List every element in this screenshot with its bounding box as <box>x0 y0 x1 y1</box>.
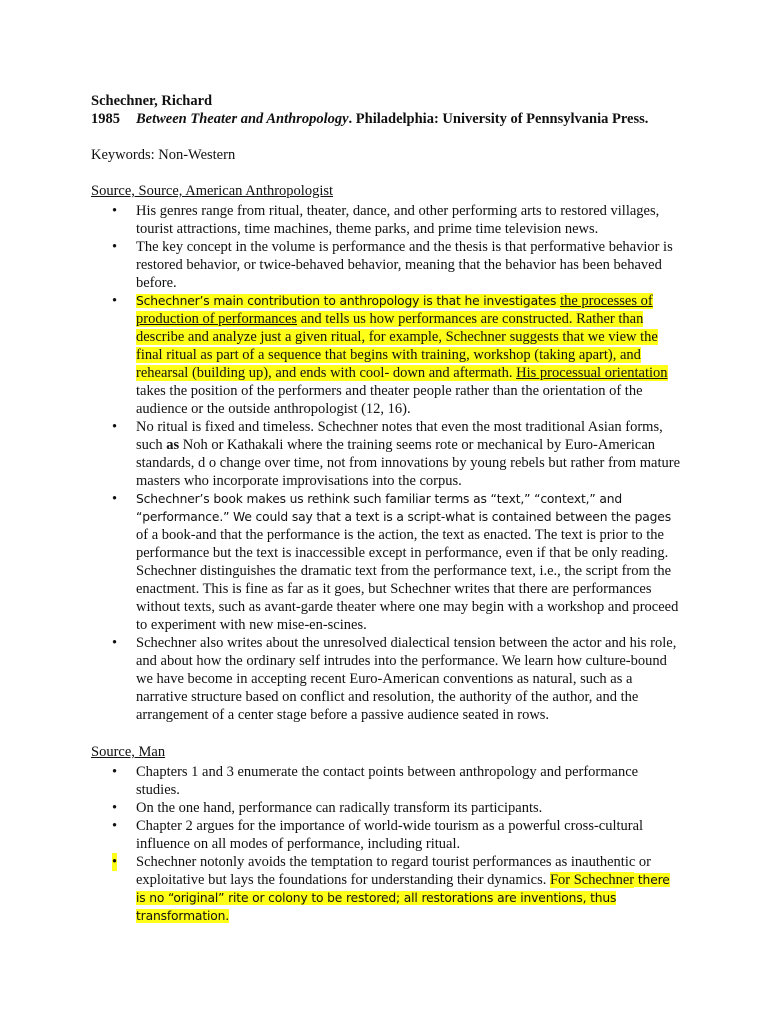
list-item <box>91 418 681 490</box>
bullet-icon: • <box>112 293 118 309</box>
list-item-text: Noh or Kathakali where the training seems rote or mechanical by Euro-American standards, d o change over time, not from innovations by young rebels but rather from mature masters who incorporate improvisations into the corpus. <box>136 437 681 489</box>
underlined-highlighted-text: the processes of production of performances <box>136 293 653 327</box>
bullet-icon: • <box>112 635 118 651</box>
section-aa-list <box>91 202 681 724</box>
bullet-icon: • <box>112 854 118 870</box>
highlighted-text: and tells us how performances are constructed. <box>297 311 573 327</box>
list-item-text: takes the position of the performers and theater people rather than the orientation of the audience or the outside anthropologist (12, 16). <box>136 383 643 417</box>
list-item-text: The key concept in the volume is performance and the thesis is that performative behavior is restored behavior, or twice-behaved behavior, meaning that the behavior has been behaved before. <box>136 239 673 291</box>
list-item-text: Chapters 1 and 3 enumerate the contact points between anthropology and performance studies. <box>136 764 639 798</box>
highlighted-text: For Schechner <box>549 872 635 888</box>
bold-word: as <box>166 437 180 453</box>
bullet-icon: • <box>112 764 118 780</box>
author-name: Schechner, Richard <box>91 93 213 109</box>
list-item-text: Schechner notonly avoids the temptation to regard tourist performances as inauthentic or exploitative but lays the foundations for understanding their dynamics. <box>136 854 651 888</box>
list-item <box>91 817 681 853</box>
list-item-text: of a book-and that the performance is the action, the text as enacted. The text is prior to the performance but the text is inaccessible except in performance, even if that be only reading. Schechner distinguishes the dramatic text from the performance text, i.e., the script from the enactment. This is fine as far as it goes, but Schechner writes that there are performances without texts, such as avant-garde theater where one may begin with a workshop and proceed to experiment with new mise-en-scines. <box>136 527 679 633</box>
list-item <box>91 490 681 634</box>
citation-year: 1985 <box>91 111 120 127</box>
bullet-icon: • <box>112 203 118 219</box>
list-item-text: On the one hand, performance can radically transform its participants. <box>136 800 543 816</box>
list-item <box>91 763 681 799</box>
highlighted-text: Schechner’s main contribution to anthropology is that he investigates <box>136 294 561 308</box>
list-item <box>91 292 681 418</box>
list-item-text: Schechner also writes about the unresolved dialectical tension between the actor and his role, and about how the ordinary self intrudes into the performance. We learn how culture-bound we have become in accepting recent Euro-American conventions as natural, such as a narrative structure based on conflict and resolution, the authority of the author, and the arrangement of a center stage before a passive audience seated in rows. <box>136 635 677 723</box>
keywords-line: Keywords: Non-Western <box>91 147 236 163</box>
bullet-icon: • <box>112 239 118 255</box>
section-heading-man: Source, Man <box>91 744 166 760</box>
list-item <box>91 238 681 292</box>
list-item-text: Schechner’s book makes us rethink such familiar terms as “text,” “context,” and “performance.” We could say that a text is a script-what is contained between the pages <box>136 492 671 524</box>
list-item <box>91 634 681 724</box>
citation-line <box>91 110 648 128</box>
list-item-text: Chapter 2 argues for the importance of world-wide tourism as a powerful cross-cultural influence on all modes of performance, including ritual. <box>136 818 644 852</box>
bullet-icon: • <box>112 491 118 507</box>
section-man-list <box>91 763 681 925</box>
bullet-icon: • <box>112 800 118 816</box>
underlined-highlighted-text: His processual orientation <box>516 365 668 381</box>
list-item <box>91 799 681 817</box>
list-item <box>91 853 681 925</box>
bullet-icon: • <box>112 818 118 834</box>
bullet-icon: • <box>112 419 118 435</box>
list-item-text: His genres range from ritual, theater, dance, and other performing arts to restored villages, tourist attractions, time machines, theme parks, and prime time television news. <box>136 203 660 237</box>
list-item-text: No ritual is fixed and timeless. Schechner notes that even the most traditional Asian forms, such <box>136 419 663 453</box>
highlighted-text: Rather than describe and analyze just a given ritual, for example, Schechner suggests that we view the final ritual as part of a sequence that begins with training, workshop (taking apart), and rehearsal (building up), and ends with cool- down and aftermath. <box>136 311 658 381</box>
highlighted-text: there is no “original” rite or colony to be restored; all restorations are inventions, thus transformation. <box>136 873 670 923</box>
section-heading-aa: Source, Source, American Anthropologist <box>91 183 334 199</box>
book-title: Between Theater and Anthropology <box>136 111 349 127</box>
list-item <box>91 202 681 238</box>
publisher: . Philadelphia: University of Pennsylvania Press. <box>348 111 649 127</box>
